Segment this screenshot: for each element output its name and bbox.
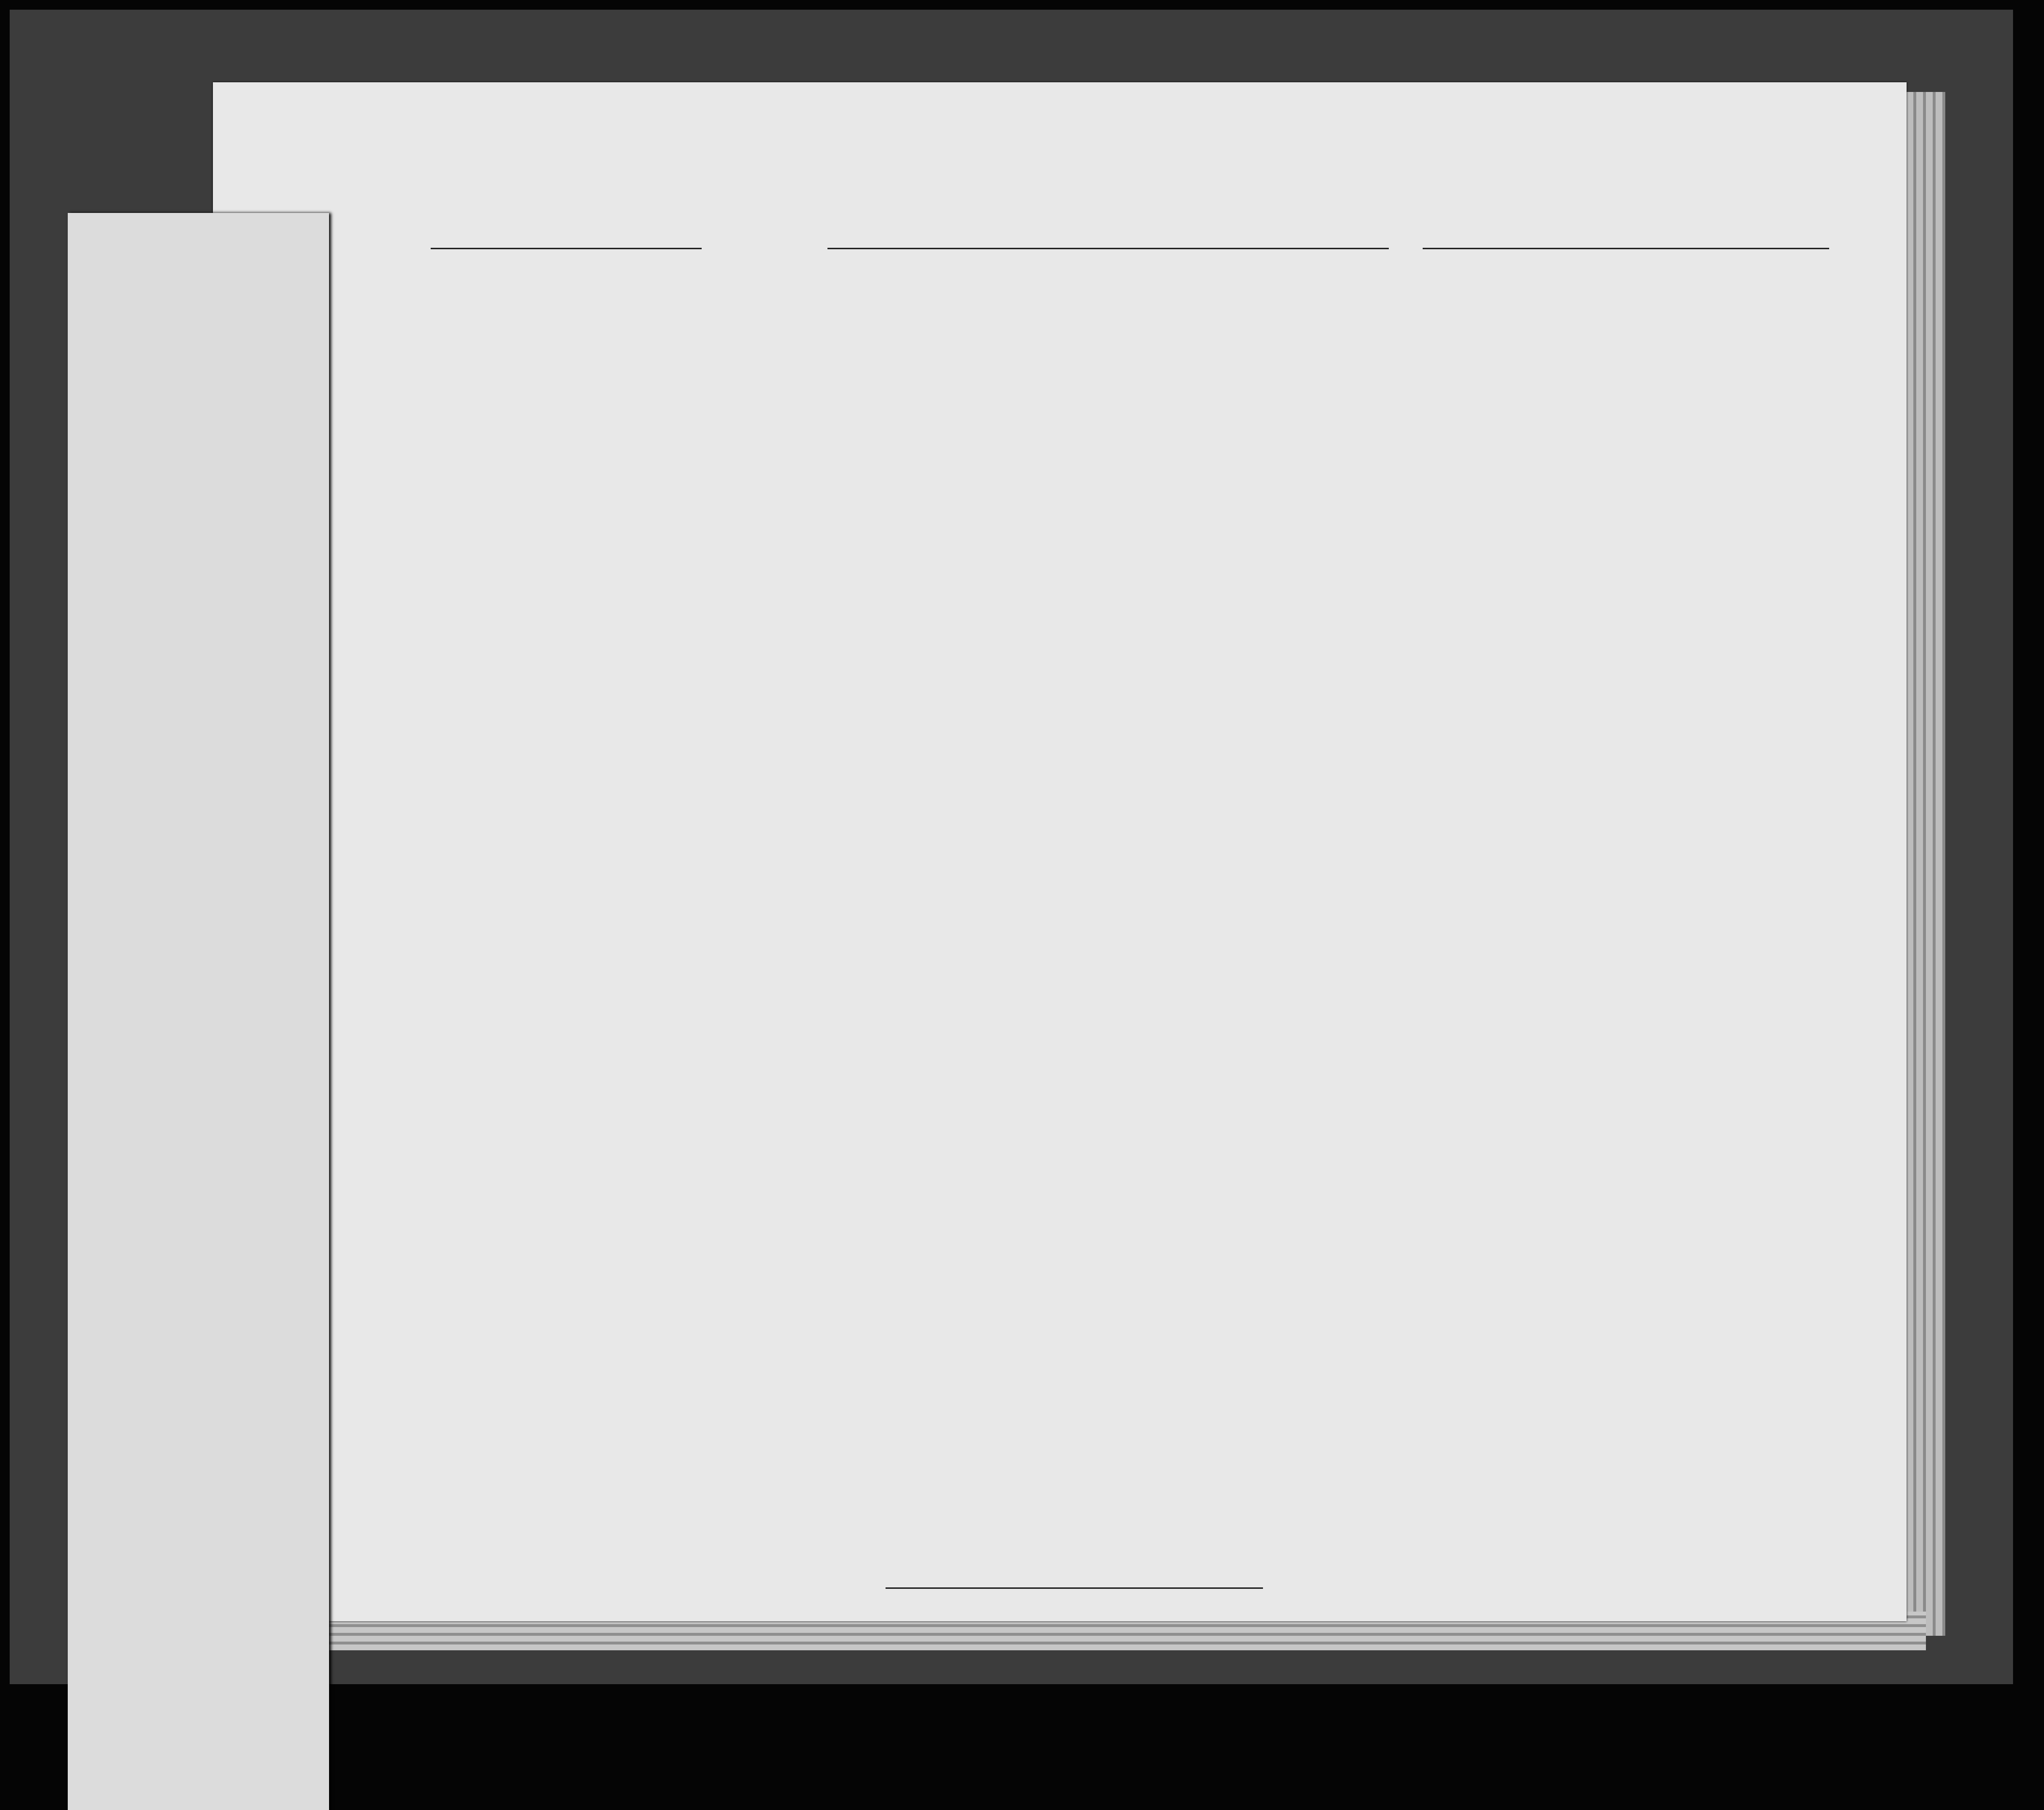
voyage-details	[377, 213, 1829, 252]
signature-line	[886, 1587, 1263, 1589]
flap-grid	[68, 213, 329, 1810]
discharged-seamen-flap	[68, 213, 329, 1810]
manifest-page	[213, 82, 1907, 1621]
